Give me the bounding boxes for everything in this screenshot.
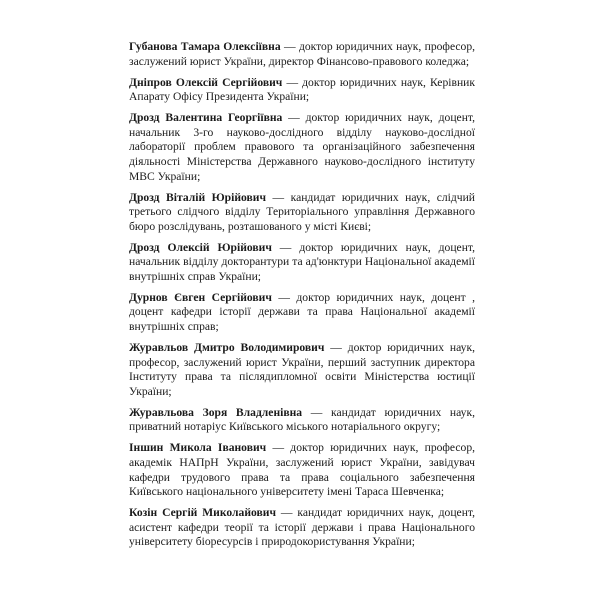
entry-separator: — [271, 240, 300, 254]
entry-item [129, 341, 475, 399]
entry-separator: — [271, 290, 297, 304]
entry-item [129, 241, 475, 285]
entry-separator: — [282, 75, 303, 89]
entry-separator: — [324, 341, 348, 355]
entry-item [129, 291, 475, 335]
entry-separator: — [302, 405, 332, 419]
entry-separator: — [280, 40, 299, 53]
entry-item [129, 441, 475, 499]
entry-separator: — [266, 441, 291, 455]
entry-item [129, 506, 475, 550]
entry-name: Журавльов Дмитро Володимирович [129, 341, 325, 355]
entry-description: доктор юридичних наук, професор, заслужений юрист України, перший заступник директора Інституту права та післядипломної освіти Міністерства юстиції України; [129, 341, 475, 398]
entry-description: кандидат юридичних наук, приватний нотаріус Київського міського нотаріального округу; [129, 405, 475, 434]
entry-item [129, 191, 475, 235]
entry-separator: — [266, 190, 291, 204]
entry-description: доктор юридичних наук, доцент, начальник 3-го науково-дослідного відділу науково-дослідної лабораторії проблем правового та організаційного забезпечення діяльності Міністерства Державного науково-дослідного інституту МВС України; [129, 111, 475, 183]
entry-description: доктор юридичних наук, професор, заслужений юрист України, директор Фінансово-правового коледжа; [129, 40, 476, 68]
entry-name: Дурнов Євген Сергійович [129, 290, 272, 304]
entry-separator: — [276, 506, 298, 520]
entry-name: Іншин Микола Іванович [129, 441, 267, 455]
entry-description: доктор юридичних наук, професор, академік НАПрН України, заслужений юрист України, завідувач кафедри трудового права та права соціального забезпечення Київського національного університету імені Тараса Шевченка; [129, 441, 476, 499]
entry-description: доктор юридичних наук, доцент , доцент кафедри історії держави та права Національної академії внутрішніх справ; [129, 290, 476, 334]
entry-name: Дніпров Олексій Сергійович [129, 75, 283, 89]
entry-name: Дрозд Олексій Юрійович [129, 240, 272, 254]
entry-item [129, 40, 475, 69]
entry-item [129, 406, 475, 435]
entry-name: Журавльова Зоря Владленівна [129, 405, 303, 419]
document-page [129, 40, 475, 556]
entry-description: кандидат юридичних наук, слідчий третього слідчого відділу Територіального управління Державного бюро розслідувань, розташованого у місті Києві; [129, 190, 475, 233]
entry-name: Губанова Тамара Олексіївна [129, 40, 281, 53]
entry-separator: — [282, 111, 306, 125]
entry-name: Козін Сергій Миколайович [129, 506, 276, 520]
entry-description: кандидат юридичних наук, доцент, асистент кафедри теорії та історії держави і права Національного університету біоресурсів і природокористування України; [129, 506, 475, 549]
entry-description: доктор юридичних наук, доцент, начальник відділу докторантури та ад'юнктури Національної академії внутрішніх справ України; [129, 240, 475, 283]
entry-item [129, 76, 475, 105]
entry-item [129, 111, 475, 184]
entry-description: доктор юридичних наук, Керівник Апарату Офісу Президента України; [129, 75, 475, 104]
entry-name: Дрозд Віталій Юрійович [129, 190, 267, 204]
entry-name: Дрозд Валентина Георгіївна [129, 111, 283, 125]
